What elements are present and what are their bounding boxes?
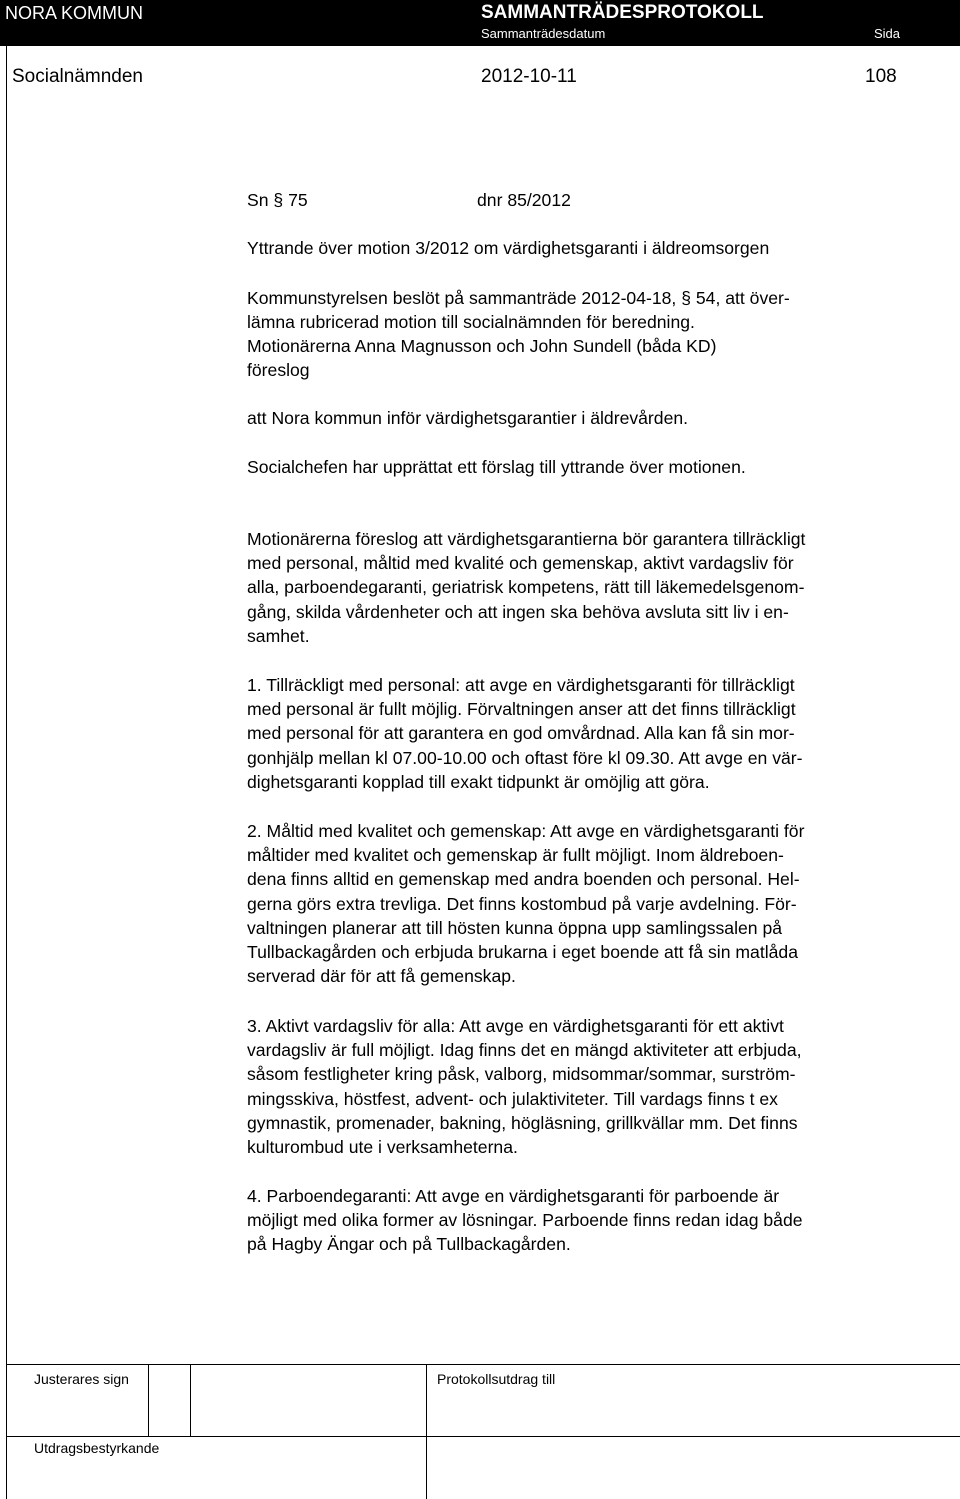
- paragraph-2: Motionärerna Anna Magnusson och John Sundell (båda KD): [247, 336, 717, 356]
- paragraph-point-3: 3. Aktivt vardagsliv för alla: Att avge en värdighetsgaranti för ett aktivt vardagsliv är full möjligt. Idag finns det en mängd aktiviteter att erbjuda, såsom festligheter kring påsk, valborg, midsommar/sommar, surström- mingsskiva, höstfest, advent- och julaktiviteter. Till vardags finns t ex gymnastik, promenader, bakning, högläsning, grillkvällar mm. Det finns kulturombud ute i verksamheterna.: [247, 1016, 802, 1158]
- paragraph-1: Kommunstyrelsen beslöt på sammanträde 2012-04-18, § 54, att över- lämna rubricerad motion till socialnämnden för beredning.: [247, 288, 790, 333]
- case-number: Sn § 75: [247, 190, 308, 210]
- document-header: [0, 0, 960, 46]
- organization-name: NORA KOMMUN: [5, 3, 144, 23]
- page-number: 108: [865, 66, 897, 87]
- footer-divider-3: [426, 1364, 427, 1499]
- left-margin-line: [6, 46, 7, 1499]
- protokollsutdrag-label: Protokollsutdrag till: [437, 1371, 556, 1387]
- committee-name: Socialnämnden: [12, 66, 143, 87]
- justerares-sign-label: Justerares sign: [34, 1371, 129, 1387]
- paragraph-point-4: 4. Parboendegaranti: Att avge en värdighetsgaranti för parboende är möjligt med olika former av lösningar. Parboende finns redan idag både på Hagby Ängar och på Tullbackagården.: [247, 1186, 803, 1255]
- footer-middle-line: [6, 1436, 960, 1437]
- case-title: Yttrande över motion 3/2012 om värdighetsgaranti i äldreomsorgen: [247, 238, 770, 258]
- document-title: SAMMANTRÄDESPROTOKOLL: [481, 2, 764, 23]
- utdragsbestyrkande-label: Utdragsbestyrkande: [34, 1440, 160, 1456]
- page-label: Sida: [874, 26, 901, 41]
- meeting-date-label: Sammanträdesdatum: [481, 26, 606, 41]
- meeting-date: 2012-10-11: [481, 66, 577, 87]
- paragraph-3: föreslog att Nora kommun inför värdighetsgarantier i äldrevården. Socialchefen har upprättat ett förslag till yttrande över motionen.: [247, 360, 746, 477]
- case-dnr: dnr 85/2012: [477, 190, 571, 210]
- paragraph-motion-proposals: Motionärerna föreslog att värdighetsgarantierna bör garantera tillräckligt med personal, måltid med kvalité och gemenskap, aktivt vardagsliv för alla, parboendegaranti, geriatrisk kompetens, rätt till läkemedelsgenom- gång, skilda vårdenheter och att ingen ska behöva avsluta sitt liv i en- samhet.: [247, 529, 806, 646]
- footer-divider-1: [148, 1364, 149, 1436]
- footer-divider-2: [190, 1364, 191, 1436]
- footer-top-line: [6, 1364, 960, 1365]
- paragraph-point-1: 1. Tillräckligt med personal: att avge en värdighetsgaranti för tillräckligt med personal är fullt möjlig. Förvaltningen anser att det finns tillräckligt med personal för att garantera en god omvårdnad. Alla kan få sin mor- gonhjälp mellan kl 07.00-10.00 och oftast före kl 09.30. Att avge en vär- dighetsgaranti kopplad till exakt tidpunkt är omöjlig att göra.: [247, 675, 803, 792]
- paragraph-point-2: 2. Måltid med kvalitet och gemenskap: Att avge en värdighetsgaranti för måltider med kvalitet och gemenskap är fullt möjligt. Inom äldreboen- dena finns alltid en gemenskap med andra boenden och personal. Hel- gerna görs extra trevliga. Det finns kostombud på varje avdelning. För- valtningen planerar att till hösten kunna öppna upp samlingssalen på Tullbackagården och erbjuda brukarna i eget boende att få sin matlåda serverad där för att få gemenskap.: [247, 821, 805, 987]
